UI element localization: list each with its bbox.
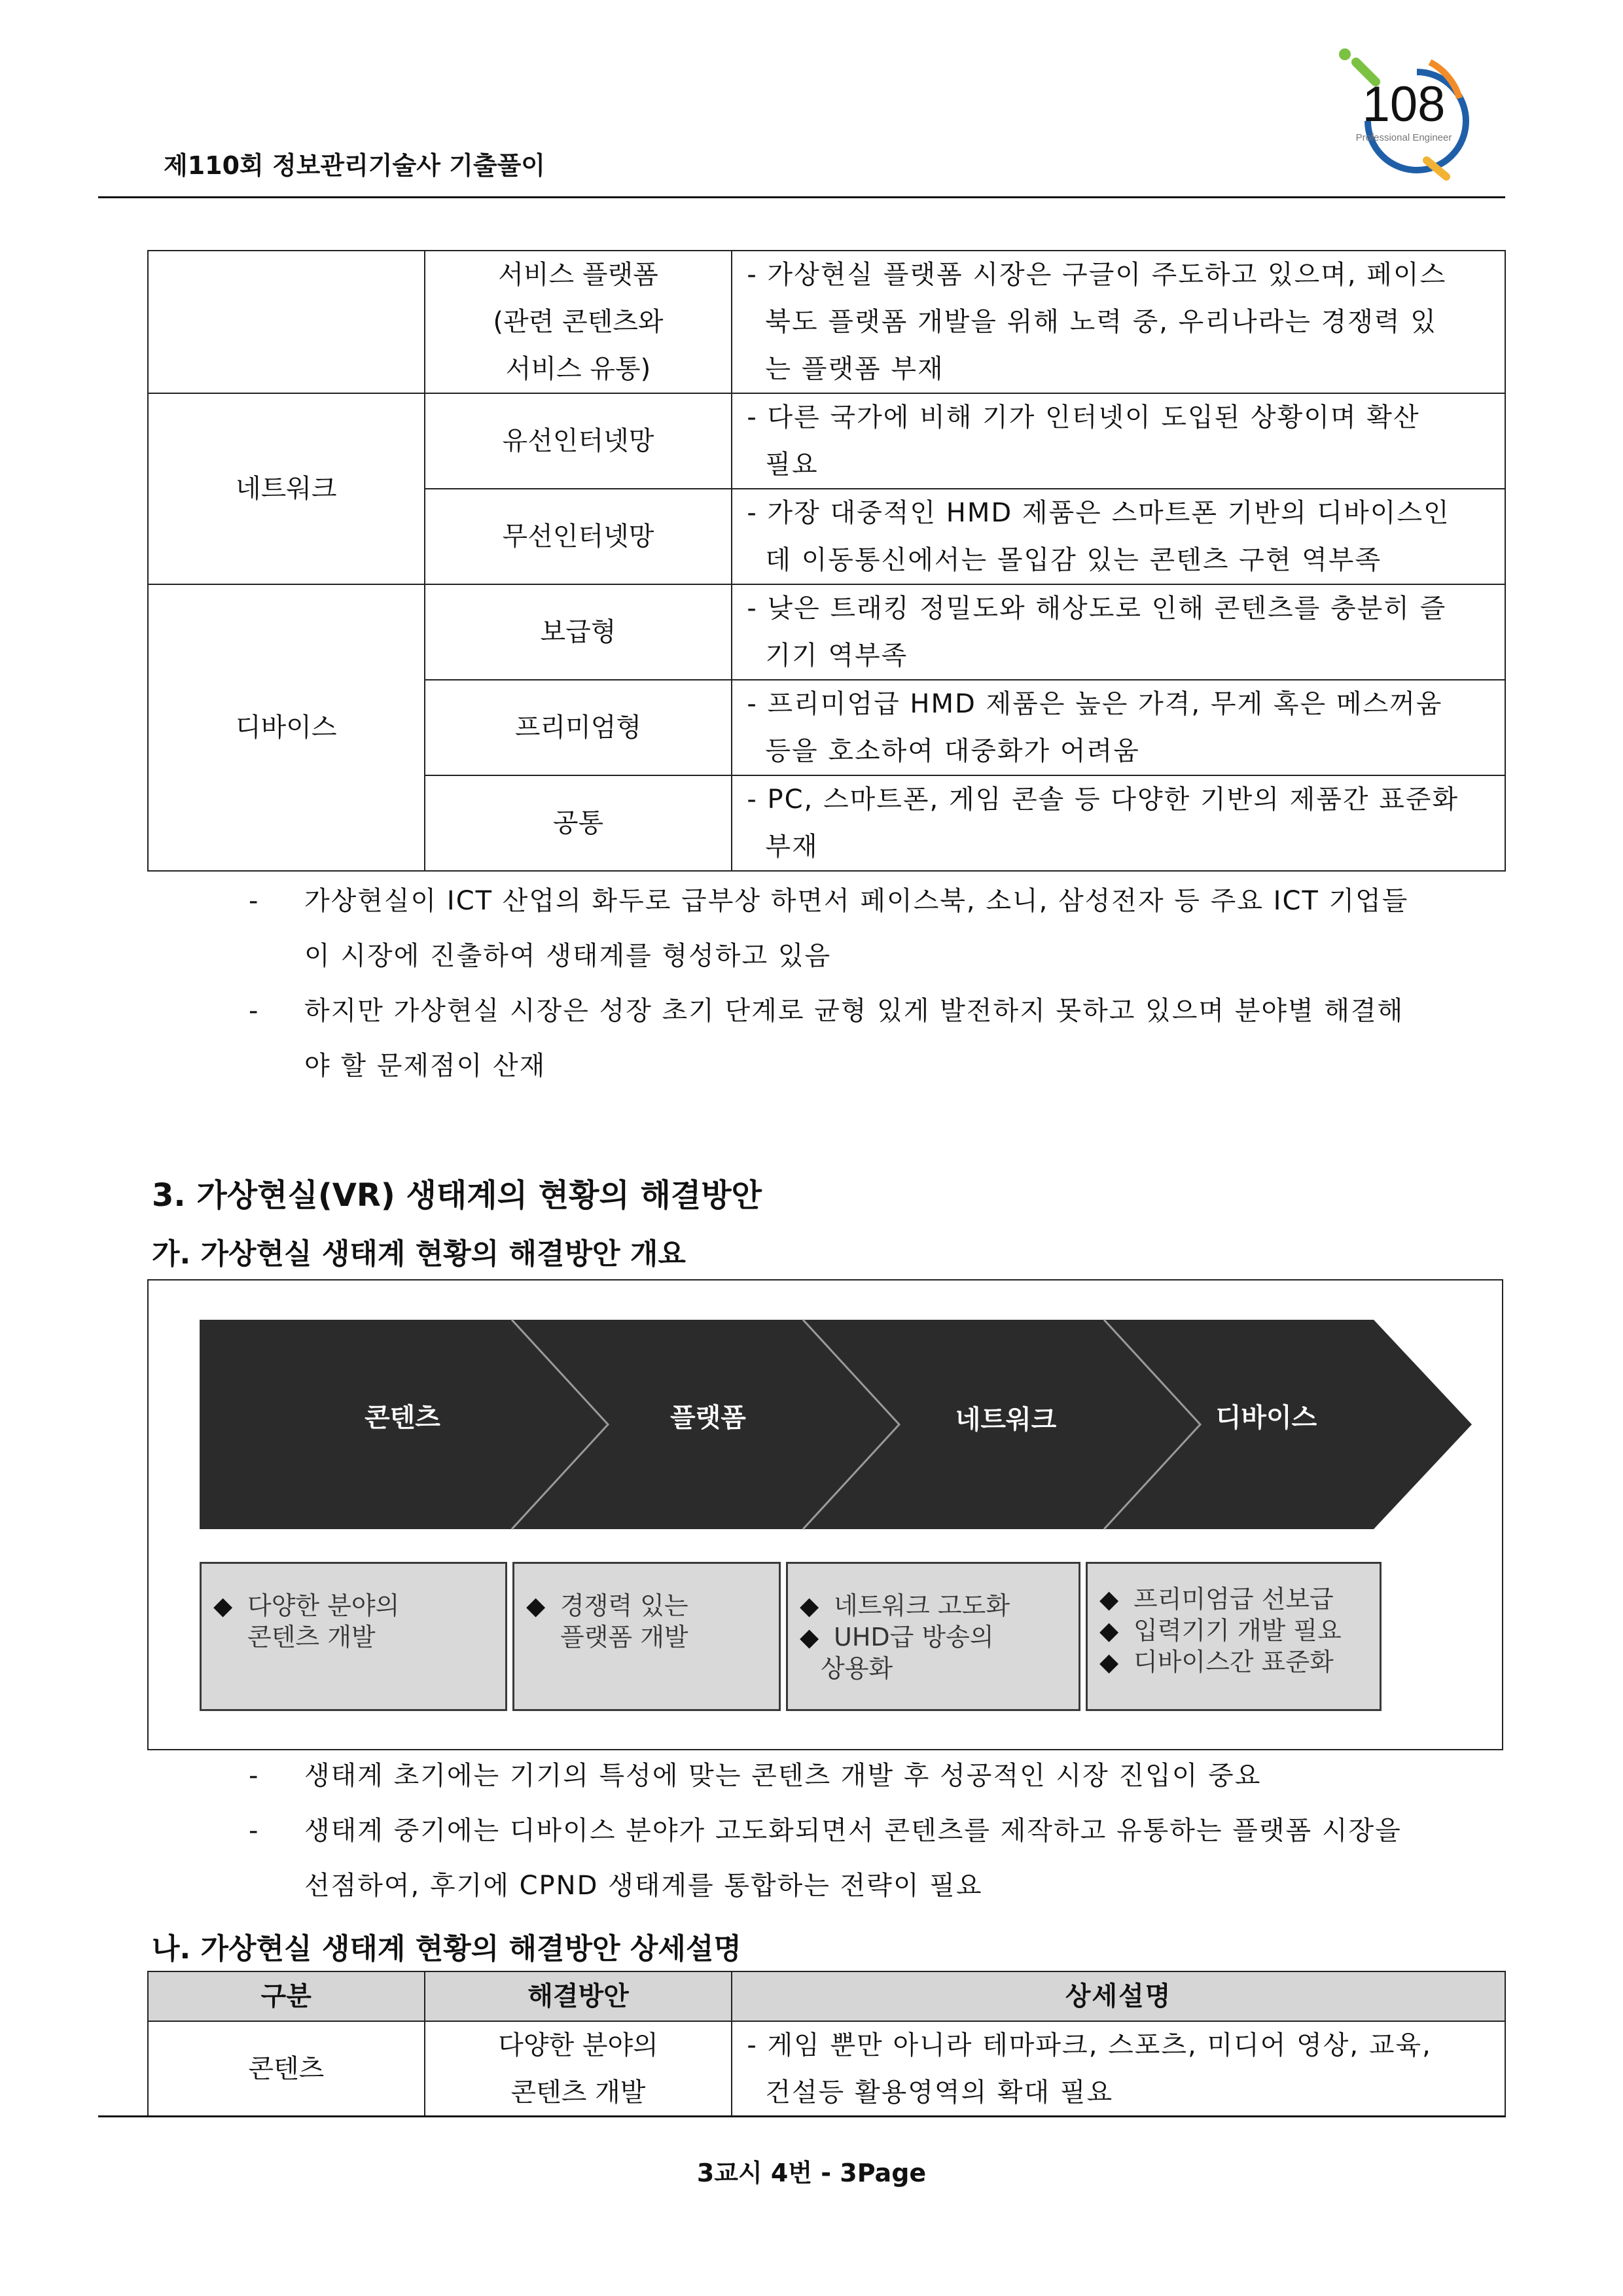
- list-item: - 생태계 초기에는 기기의 특성에 맞는 콘텐츠 개발 후 성공적인 시장 진입이 중요: [249, 1761, 1262, 1791]
- stage-label-contents: 콘텐츠: [365, 1403, 440, 1433]
- table-cell-category: [148, 251, 425, 393]
- list-item: ◆ 네트워크 고도화: [800, 1591, 1010, 1620]
- table-cell-item: 유선인터넷망: [425, 393, 732, 489]
- vr-issues-table: [147, 250, 1506, 872]
- table-cell-description: - PC, 스마트폰, 게임 콘솔 등 다양한 기반의 제품간 표준화 부재: [732, 775, 1505, 871]
- list-item: ◆ 디바이스간 표준화: [1099, 1648, 1334, 1676]
- table-cell-item: 보급형: [425, 584, 732, 680]
- stage-label-network: 네트워크: [955, 1405, 1057, 1435]
- svg-text:108: 108: [1362, 77, 1446, 132]
- subsection-heading-b: 나. 가상현실 생태계 현황의 해결방안 상세설명: [152, 1932, 741, 1966]
- table-cell-description: - 가장 대중적인 HMD 제품은 스마트폰 기반의 디바이스인 데 이동통신에서는 몰입감 있는 콘텐츠 구현 역부족: [732, 489, 1505, 584]
- table-cell-description: - 낮은 트래킹 정밀도와 해상도로 인해 콘텐츠를 충분히 즐 기기 역부족: [732, 584, 1505, 680]
- list-item: ◆ 다양한 분야의 콘텐츠 개발: [213, 1591, 400, 1651]
- table-cell-item: 다양한 분야의 콘텐츠 개발: [425, 2021, 732, 2117]
- diamond-bullet-icon: ◆: [526, 1591, 546, 1620]
- diamond-bullet-icon: ◆: [1099, 1585, 1119, 1614]
- solution-box-device: [1086, 1562, 1382, 1711]
- diamond-bullet-icon: ◆: [800, 1591, 819, 1620]
- table-cell-item: 프리미엄형: [425, 680, 732, 775]
- document-header-title: 제110회 정보관리기술사 기출풀이: [164, 151, 545, 180]
- table-cell-category: 디바이스: [148, 584, 425, 871]
- header-rule: [98, 196, 1505, 198]
- diamond-bullet-icon: ◆: [1099, 1616, 1119, 1645]
- table-cell-description: - 가상현실 플랫폼 시장은 구글이 주도하고 있으며, 페이스 북도 플랫폼 개발을 위해 노력 중, 우리나라는 경쟁력 있 는 플랫폼 부재: [732, 251, 1505, 393]
- list-item: ◆ UHD급 방송의: [800, 1623, 994, 1651]
- table-cell-item: 서비스 플랫폼 (관련 콘텐츠와 서비스 유통): [425, 251, 732, 393]
- column-header-solution: 해결방안: [425, 1971, 732, 2021]
- diamond-bullet-icon: ◆: [800, 1623, 819, 1651]
- table-cell-category: 네트워크: [148, 393, 425, 584]
- table-row: [148, 393, 1505, 489]
- list-item: ◆ 경쟁력 있는 플랫폼 개발: [526, 1591, 688, 1651]
- table-cell-item: 공통: [425, 775, 732, 871]
- diamond-bullet-icon: ◆: [213, 1591, 233, 1620]
- table-row: [148, 251, 1505, 393]
- table-cell-description: - 프리미엄급 HMD 제품은 높은 가격, 무게 혹은 메스꺼움 등을 호소하여 대중화가 어려움: [732, 680, 1505, 775]
- solution-box-network: ◆ 네트워크 고도화 ◆ UHD급 방송의 상용화: [786, 1562, 1080, 1711]
- subsection-heading-a: 가. 가상현실 생태계 현황의 해결방안 개요: [152, 1237, 686, 1271]
- solution-detail-table: [147, 1971, 1506, 2117]
- bullet-list-ecosystem-status: [249, 874, 1492, 1093]
- solution-box-contents: [200, 1562, 507, 1711]
- table-cell-description: - 게임 뿐만 아니라 테마파크, 스포츠, 미디어 영상, 교육, 건설등 활용영역의 확대 필요: [732, 2021, 1505, 2117]
- solution-box-platform: [512, 1562, 781, 1711]
- section-heading-3: 3. 가상현실(VR) 생태계의 현황의 해결방안: [152, 1177, 762, 1214]
- stage-label-device: 디바이스: [1215, 1403, 1317, 1433]
- diamond-bullet-icon: ◆: [1099, 1648, 1119, 1676]
- footer-rule: [98, 2115, 1505, 2117]
- list-item: - 가상현실이 ICT 산업의 화두로 급부상 하면서 페이스북, 소니, 삼성전자 등 주요 ICT 기업들 이 시장에 진출하여 생태계를 형성하고 있음: [249, 886, 1409, 971]
- column-header-category: 구분: [148, 1971, 425, 2021]
- logo-108: [1329, 36, 1479, 186]
- table-header-row: [148, 1971, 1505, 2021]
- svg-text:Professional Engineer: Professional Engineer: [1355, 132, 1452, 143]
- list-item: ◆ 입력기기 개발 필요: [1099, 1616, 1342, 1645]
- list-item: ◆ 프리미엄급 선보급: [1099, 1585, 1334, 1614]
- table-cell-description: - 다른 국가에 비해 기가 인터넷이 도입된 상황이며 확산 필요: [732, 393, 1505, 489]
- table-row: [148, 584, 1505, 680]
- list-item: - 하지만 가상현실 시장은 성장 초기 단계로 균형 있게 발전하지 못하고 있으며 분야별 해결해 야 할 문제점이 산재: [249, 996, 1404, 1081]
- column-header-detail: 상세설명: [732, 1971, 1505, 2021]
- page-footer: 3교시 4번 - 3Page: [696, 2159, 927, 2187]
- cpnd-solution-diagram: [147, 1279, 1503, 1750]
- bullet-list-strategy: [249, 1748, 1492, 1913]
- stage-label-platform: 플랫폼: [670, 1403, 746, 1433]
- table-cell-category: 콘텐츠: [148, 2021, 425, 2117]
- list-item: - 생태계 중기에는 디바이스 분야가 고도화되면서 콘텐츠를 제작하고 유통하는 플랫폼 시장을 선점하여, 후기에 CPND 생태계를 통합하는 전략이 필요: [249, 1816, 1402, 1901]
- table-row: [148, 2021, 1505, 2117]
- table-cell-item: 무선인터넷망: [425, 489, 732, 584]
